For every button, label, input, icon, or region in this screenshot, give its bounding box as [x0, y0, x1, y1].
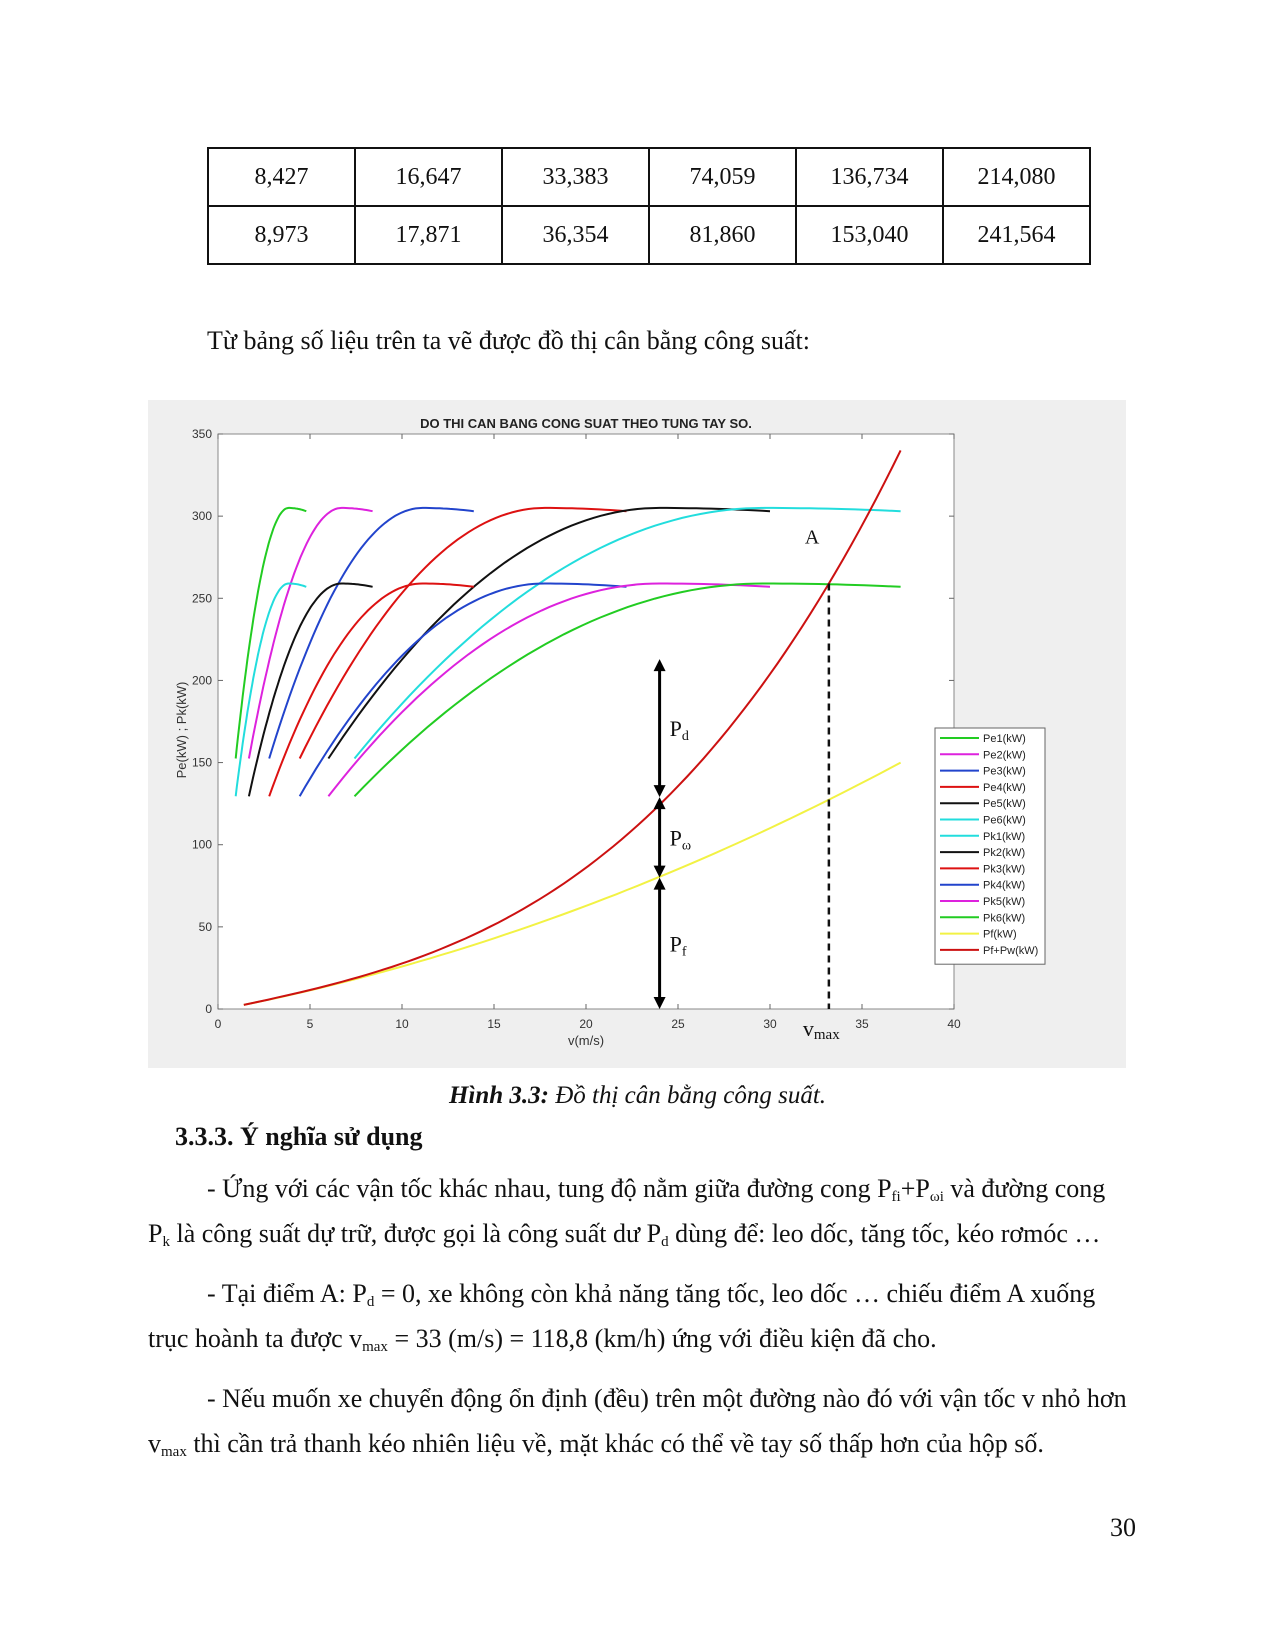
section-heading: 3.3.3. Ý nghĩa sử dụng	[175, 1122, 423, 1151]
caption-text: Đồ thị cân bằng công suất.	[548, 1082, 827, 1109]
table-cell: 241,564	[943, 206, 1090, 264]
x-tick-label: 5	[306, 1017, 314, 1031]
y-tick-label: 350	[191, 427, 212, 441]
legend-label: Pf+Pw(kW)	[983, 944, 1039, 957]
subscript: max	[161, 1444, 187, 1460]
y-tick-label: 250	[191, 591, 212, 606]
text-run: +P	[900, 1174, 930, 1203]
subscript: ωi	[929, 1189, 944, 1205]
legend-label: Pf(kW)	[983, 928, 1017, 941]
page-number: 30	[1110, 1513, 1136, 1542]
chart-legend	[935, 728, 1045, 964]
subscript: max	[362, 1339, 388, 1355]
legend-label: Pe4(kW)	[983, 781, 1026, 794]
subscript: d	[366, 1294, 375, 1310]
paragraph-2-line-1	[207, 1279, 1095, 1309]
x-tick-label: 20	[579, 1017, 593, 1031]
dimension-subscript: ω	[681, 838, 692, 854]
legend-label: Pk6(kW)	[983, 912, 1026, 925]
x-tick-label: 30	[763, 1017, 777, 1031]
text-run: dùng để: leo dốc, tăng tốc, kéo rơmóc …	[668, 1219, 1101, 1248]
table-cell: 81,860	[649, 206, 796, 264]
table-row	[208, 148, 1090, 206]
figure	[148, 400, 1126, 1068]
intro-text: Từ bảng số liệu trên ta vẽ được đồ thị cân bằng công suất:	[207, 326, 810, 355]
power-balance-chart	[148, 400, 1126, 1068]
text-run: trục hoành ta được v	[148, 1324, 363, 1353]
x-tick-label: 15	[487, 1017, 501, 1031]
y-tick-label: 200	[191, 673, 212, 688]
legend-label: Pe3(kW)	[983, 765, 1026, 778]
figure-caption	[0, 1082, 1275, 1110]
legend-label: Pk1(kW)	[983, 830, 1026, 843]
paragraph-2-line-2	[148, 1324, 937, 1354]
text-run: và đường cong	[943, 1174, 1106, 1203]
y-tick-label: 0	[205, 1002, 212, 1016]
x-axis-label: v(m/s)	[567, 1033, 605, 1048]
data-table	[207, 147, 1091, 265]
y-tick-label: 300	[191, 509, 212, 524]
text-run: P	[148, 1219, 163, 1248]
x-tick-label: 35	[855, 1017, 869, 1031]
table-cell: 74,059	[649, 148, 796, 206]
dimension-label: Pf	[669, 931, 687, 960]
vmax-label: vmax	[802, 1016, 840, 1043]
y-tick-label: 150	[191, 755, 212, 770]
x-tick-label: 25	[671, 1017, 685, 1031]
caption-label: Hình 3.3:	[448, 1082, 549, 1109]
subscript: d	[661, 1234, 669, 1250]
paragraph-3-line-1	[207, 1384, 1127, 1414]
table-row	[208, 206, 1090, 264]
paragraph-1-line-1	[207, 1174, 1105, 1204]
text-run: - Ứng với các vận tốc khác nhau, tung độ nằm giữa đường cong P	[207, 1174, 892, 1203]
text-run: thì cần trả thanh kéo nhiên liệu về, mặt khác có thể về tay số thấp hơn của hộp số.	[186, 1429, 1044, 1458]
x-tick-label: 0	[214, 1017, 222, 1031]
text-run: = 0, xe không còn khả năng tăng tốc, leo dốc … chiếu điểm A xuống	[374, 1279, 1096, 1308]
table-cell: 8,427	[208, 148, 355, 206]
dimension-subscript: f	[681, 944, 687, 960]
y-axis-label: Pe(kW) ; Pk(kW)	[174, 681, 189, 779]
table-cell: 16,647	[355, 148, 502, 206]
text-run: - Nếu muốn xe chuyển động ổn định (đều) trên một đường nào đó với vận tốc v nhỏ hơn	[207, 1384, 1127, 1413]
vmax-subscript: max	[813, 1027, 840, 1043]
x-tick-label: 10	[395, 1017, 409, 1031]
dimension-label: Pd	[669, 716, 689, 745]
point-a-label: A	[804, 526, 820, 549]
table-cell: 136,734	[796, 148, 943, 206]
legend-label: Pk3(kW)	[983, 863, 1026, 876]
table-cell: 36,354	[502, 206, 649, 264]
dimension-label: Pω	[669, 825, 692, 854]
table-cell: 153,040	[796, 206, 943, 264]
subscript: k	[162, 1234, 170, 1250]
legend-label: Pe1(kW)	[983, 733, 1026, 745]
x-tick-label: 40	[947, 1017, 961, 1031]
text-run: v	[148, 1429, 161, 1458]
text-run: là công suất dự trữ, được gọi là công suất dư P	[169, 1219, 662, 1248]
text-run: = 33 (m/s) = 118,8 (km/h) ứng với điều kiện đã cho.	[387, 1324, 937, 1353]
legend-label: Pk4(kW)	[983, 879, 1026, 892]
table-cell: 214,080	[943, 148, 1090, 206]
paragraph-1-line-2	[148, 1219, 1100, 1249]
y-tick-label: 100	[191, 837, 212, 852]
legend-label: Pe5(kW)	[983, 798, 1026, 811]
dimension-subscript: d	[681, 729, 689, 745]
legend-label: Pe2(kW)	[983, 749, 1026, 762]
table-cell: 33,383	[502, 148, 649, 206]
table-cell: 8,973	[208, 206, 355, 264]
table-cell: 17,871	[355, 206, 502, 264]
paragraph-3-line-2	[148, 1429, 1044, 1459]
text-run: - Tại điểm A: P	[207, 1279, 367, 1308]
legend-label: Pk2(kW)	[983, 847, 1026, 860]
chart-title: DO THI CAN BANG CONG SUAT THEO TUNG TAY SO.	[420, 416, 752, 431]
y-tick-label: 50	[198, 919, 212, 934]
subscript: fi	[891, 1189, 901, 1205]
legend-label: Pk5(kW)	[983, 896, 1026, 908]
legend-label: Pe6(kW)	[983, 814, 1026, 827]
